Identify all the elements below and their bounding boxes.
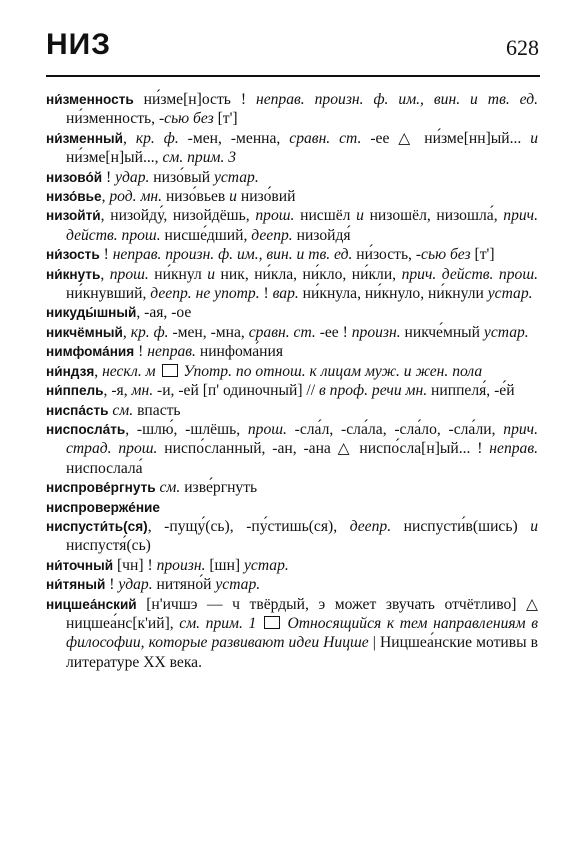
entry-text: , (122, 323, 131, 341)
entry-note: кр. ф. (135, 129, 179, 147)
headword: низово́й (46, 169, 103, 185)
entry-note: см. прим. 1 (179, 614, 257, 632)
headword: ниспосла́ть (46, 421, 126, 437)
entry-note: Относящийся к тем направлениям в философии, которые развивают идеи Ницше (66, 614, 538, 652)
headword: никчёмный (46, 324, 123, 340)
entry-note: мн. (131, 382, 154, 400)
entry-text: ниспослала́ (66, 459, 143, 477)
entry-note: нескл. м (102, 362, 156, 380)
entry-text: низойдя́ (292, 226, 351, 244)
entry-text (156, 363, 160, 380)
entry-note: прич. действ. прош. (66, 207, 539, 244)
entry-text: , -пущу́(сь), -пу́стишь(ся), (147, 517, 350, 535)
dictionary-entry (46, 265, 538, 304)
entry-note: деепр. (349, 517, 392, 535)
entry-note: прош. (247, 420, 287, 438)
entry-text: ни́кнула, ни́кнуло, ни́кнули (298, 285, 488, 303)
dictionary-entry (46, 129, 538, 168)
entry-text: [т'] (213, 110, 238, 128)
entry-text: ! (259, 285, 273, 303)
entry-note: и (229, 188, 237, 206)
headword: ницшеа́нский (46, 596, 137, 612)
entry-text: ник, ни́кла, ни́кло, ни́кли, (215, 265, 402, 283)
headword: ни́точный (46, 557, 114, 573)
headword: ниспрове́ргнуть (46, 480, 156, 496)
entry-text: -ее △ ни́зме[нн]ый... (361, 129, 531, 147)
entry-text: низо́вый (149, 168, 214, 186)
entry-text: нисшёл (294, 207, 357, 225)
entry-text: нисше́дший, (160, 226, 252, 244)
entry-text: -сла́л, -сла́ла, -сла́ло, -сла́ли, (286, 420, 504, 438)
headword: ни́зменность (46, 92, 134, 107)
entry-text: никче́мный (400, 323, 484, 341)
entry-note: -сью без (158, 110, 214, 128)
headword: ни́зменный (46, 130, 123, 146)
entry-text: ! (99, 246, 113, 264)
running-head-word: НИЗ (46, 28, 112, 61)
entry-note: устар. (487, 285, 533, 303)
dictionary-entry (46, 498, 538, 517)
entry-text: , (94, 362, 103, 380)
dictionary-entry (46, 90, 538, 129)
entry-note: деепр. не употр. (150, 285, 260, 303)
entry-text: ниспустя́(сь) (66, 537, 151, 555)
entry-text: , -я, (103, 382, 132, 400)
headword: ниспроверже́ние (46, 499, 160, 515)
entry-note: сравн. ст. (248, 323, 316, 341)
dictionary-entry (46, 187, 538, 206)
entry-note: деепр. (251, 226, 293, 244)
entry-note: устар. (483, 323, 529, 341)
entry-note: прош. (109, 265, 149, 283)
entry-text: ниспо́сланный, -ан, -ана △ ниспо́сла[н]ый... ! (157, 440, 490, 458)
meaning-box-icon (264, 616, 280, 629)
headword: ниспусти́ть(ся) (46, 518, 148, 534)
entry-text: [шн] (205, 556, 245, 574)
entry-text: ниспусти́в(шись) (391, 517, 531, 535)
dictionary-entry (46, 303, 538, 322)
entry-note: и (530, 517, 539, 535)
entry-note: и (530, 129, 539, 147)
headword: ни́кнуть (46, 266, 101, 282)
entry-note: вар. (272, 285, 299, 303)
dictionary-entry (46, 575, 538, 594)
entry-text: ни́кнул (148, 265, 208, 283)
entry-text: | Ницшеа́нские мотивы в литературе XX века. (66, 634, 538, 671)
entry-note: неправ. произн. ф. им., вин. и тв. ед. (112, 246, 353, 264)
entry-note: Употр. по отнош. к лицам муж. и жен. пола (179, 362, 483, 380)
dictionary-entry (46, 206, 538, 245)
entry-text: [чн] ! (113, 556, 157, 574)
entry-text: низошёл, низошла́, (363, 207, 504, 225)
headword: низо́вье (46, 189, 102, 205)
dictionary-entry (46, 595, 538, 673)
entry-text: ни́зость, (352, 246, 416, 264)
dictionary-entries (46, 90, 538, 672)
entry-text: ни́зменность, (66, 110, 159, 128)
headword: нимфома́ния (46, 344, 135, 360)
entry-note: неправ. (147, 343, 196, 361)
dictionary-entry (46, 401, 538, 420)
headword: ни́зость (46, 247, 100, 263)
entry-note: прич. страд. прош. (66, 420, 539, 458)
entry-text: нитяно́й (152, 576, 216, 594)
entry-text: -мен, -мна, (168, 323, 249, 341)
entry-note: род. мн. (109, 188, 163, 206)
dictionary-entry (46, 381, 538, 400)
entry-text: низо́вьев (162, 188, 230, 206)
entry-text: ни́кнувший, (66, 285, 151, 303)
entry-note: устар. (215, 576, 261, 594)
headword: никуды́шный (46, 305, 137, 321)
entry-text: , -ая, -ое (136, 304, 192, 322)
entry-text: -ее ! (315, 323, 352, 341)
entry-text: ни́зме[н]ость ! (133, 91, 256, 108)
entry-note: кр. ф. (130, 323, 169, 341)
entry-text: нинфома́ния (195, 343, 284, 361)
entry-note: см. (112, 401, 134, 419)
entry-text (256, 615, 262, 632)
entry-note: удар. (118, 576, 153, 594)
meaning-box-icon (162, 364, 178, 377)
entry-text: [н'ичшэ — ч твёрдый, э может звучать отчётливо] △ ницшеа́нс[к'ий], (66, 595, 538, 632)
entry-text: ! (134, 343, 148, 361)
header-rule (46, 75, 540, 77)
headword: ни́тяный (46, 577, 106, 593)
entry-note: сравн. ст. (289, 129, 362, 147)
entry-note: и (356, 207, 364, 225)
entry-note: удар. (115, 168, 150, 186)
dictionary-entry (46, 342, 538, 361)
entry-note: см. прим. 3 (162, 149, 237, 167)
dictionary-entry (46, 323, 538, 342)
entry-text: впасть (133, 401, 181, 419)
dictionary-entry (46, 362, 538, 381)
entry-note: неправ. (489, 440, 538, 458)
entry-note: см. (159, 479, 181, 497)
entry-note: и (207, 265, 216, 283)
entry-note: в проф. речи мн. (318, 382, 428, 400)
entry-text: [т'] (470, 246, 495, 264)
headword: ни́ндзя (46, 363, 95, 379)
entry-note: устар. (244, 556, 289, 574)
entry-text: , -шлю́, -шлёшь, (125, 420, 248, 438)
page-header (0, 0, 583, 80)
entry-text: низо́вий (236, 188, 296, 206)
dictionary-entry (46, 517, 538, 556)
headword: ниспа́сть (46, 402, 109, 418)
dictionary-entry (46, 420, 538, 478)
entry-text: -и, -ей [п' одиночный] // (153, 382, 319, 400)
entry-note: -сью без (415, 246, 471, 264)
entry-note: прич. действ. прош. (401, 265, 538, 283)
entry-text: , (123, 129, 136, 147)
entry-note: произн. (156, 556, 206, 574)
dictionary-entry (46, 478, 538, 497)
entry-text: -мен, -менна, (178, 129, 290, 147)
entry-text: ниппеля́, -е́й (427, 382, 515, 400)
entry-text: , (100, 265, 110, 283)
headword: низойти́ (46, 208, 101, 224)
entry-note: устар. (213, 168, 259, 186)
dictionary-entry (46, 245, 538, 264)
headword: ни́ппель (46, 383, 104, 399)
dictionary-entry (46, 556, 538, 575)
entry-note: прош. (255, 207, 295, 225)
entry-text: ! (102, 168, 116, 186)
entry-text: , низойду́, низойдёшь, (100, 207, 256, 225)
entry-note: неправ. произн. ф. им., вин. и тв. ед. (255, 91, 538, 108)
dictionary-entry (46, 168, 538, 187)
entry-text: , (101, 188, 110, 206)
entry-text: изве́ргнуть (180, 479, 258, 497)
entry-text: ни́зме[н]ый..., (66, 149, 163, 167)
entry-note: произн. (351, 323, 401, 341)
entry-text: ! (105, 576, 119, 594)
page-number: 628 (506, 35, 539, 60)
